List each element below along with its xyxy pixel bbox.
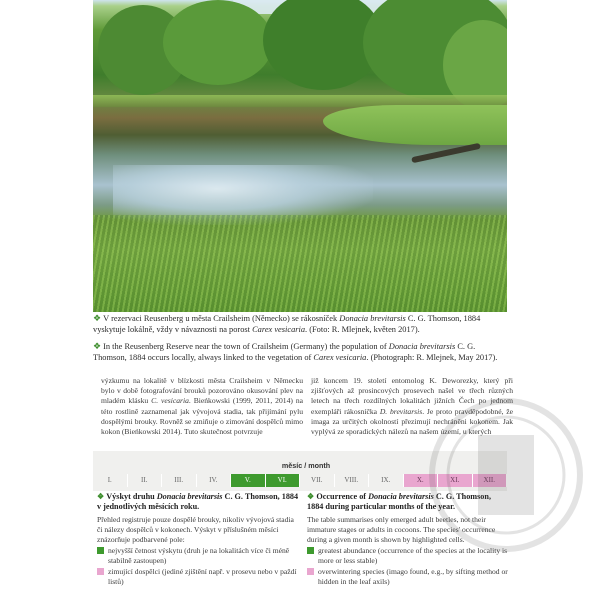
body-text-left: výzkumu na lokalitě v blízkosti města Crailsheim v Německu bylo v době fotografování brouků pozorováno okusování plev na mladém klásku C. vesicaria. Bieńkowski (1999, 2011, 2014) na této rostlině zaznamenal jak vývojová stadia, tak přijímání pylu dospělými brouky. Rovněž se zmiňuje o zimování dospělců mimo kokon (Bieńkowski 2014). Tuto skutečnost potvrzuje — [101, 376, 303, 437]
legend-czech — [97, 492, 299, 587]
pink-swatch-icon — [97, 568, 104, 575]
caption-english: ❖ In the Reusenberg Reserve near the town of Crailsheim (Germany) the population of Donacia brevitarsis C. G. Thomson, 1884 occurs locally, always linked to the vegetation of Carex vesicaria. (Photograph: R. Mlejnek, May 2017). — [93, 341, 498, 363]
pink-swatch-icon — [307, 568, 314, 575]
month-table — [93, 474, 507, 487]
body-text-right: již koncem 19. století entomolog K. Deworezky, který při zjišťových až prosincových prosevech našel ve třech různých letech na třech rozdílných lokalitách jižních Čech po jednom exempláři rákosníčka D. brevitarsis. Je proto pravděpodobné, že imaga za určitých okolností přezimují nechráněni kokonem. Jak vyplývá ze sporadických nálezů na našem území, u kterých — [311, 376, 513, 437]
month-cell: I. — [93, 474, 128, 487]
month-cell: XI. — [438, 474, 473, 487]
month-cell: III. — [162, 474, 197, 487]
month-cell: XII. — [473, 474, 508, 487]
caption-czech: ❖ V rezervaci Reusenberg u města Crailsheim (Německo) se rákosníček Donacia brevitarsis C. G. Thomson, 1884 vyskytuje lokálně, vždy v návaznosti na porost Carex vesicaria. (Foto: R. Mlejnek, květen 2017). — [93, 313, 481, 335]
caption-bullet-icon: ❖ — [93, 341, 102, 351]
legend-description: The table summarises only emerged adult beetles, not their immature stages or adults in cocoons. The species' occurrence during a given month is shown by highlighted cells. — [307, 514, 496, 544]
legend-item-green: greatest abundance (occurrence of the species at the locality is more or less stable) — [307, 546, 509, 566]
legend-english — [307, 492, 509, 587]
month-cell: VI. — [266, 474, 301, 487]
legend-bullet-icon: ❖ — [307, 492, 317, 501]
month-cell: VIII. — [335, 474, 370, 487]
month-cell: IV. — [197, 474, 232, 487]
photo-tree — [163, 0, 273, 85]
legend-item-pink: overwintering species (imago found, e.g., by sifting method or hidden in the leaf axils) — [307, 567, 509, 587]
month-band-title: měsíc / month — [281, 461, 331, 470]
month-cell: IX. — [369, 474, 404, 487]
month-cell: V. — [231, 474, 266, 487]
photo-sedge-grass — [93, 215, 507, 312]
photo-right-bank — [323, 105, 507, 145]
caption-bullet-icon: ❖ — [93, 313, 102, 323]
legend-item-pink: zimující dospělci (jediné zjištění např. v prosevu nebo v paždí listů) — [97, 567, 299, 587]
wetland-photo — [93, 0, 507, 312]
green-swatch-icon — [307, 547, 314, 554]
legend-description: Přehled registruje pouze dospělé brouky, nikoliv vývojová stadia či nálezy dospělců v kokonech. Výskyt v příslušném měsíci znázorňuje podbarvené pole: — [97, 514, 294, 544]
legend-heading: ❖ Occurrence of Donacia brevitarsis C. G. Thomson, 1884 during particular months of the year. — [307, 492, 491, 512]
legend-item-green: nejvyšší četnost výskytu (druh je na lokalitách více či méně stabilně zastoupen) — [97, 546, 299, 566]
photo-log — [411, 143, 481, 163]
month-cell: X. — [404, 474, 439, 487]
book-page — [93, 0, 513, 600]
legend-heading: ❖ Výskyt druhu Donacia brevitarsis C. G. Thomson, 1884 v jednotlivých měsících roku. — [97, 492, 299, 512]
month-cell: VII. — [300, 474, 335, 487]
green-swatch-icon — [97, 547, 104, 554]
legend-bullet-icon: ❖ — [97, 492, 107, 501]
month-cell: II. — [128, 474, 163, 487]
